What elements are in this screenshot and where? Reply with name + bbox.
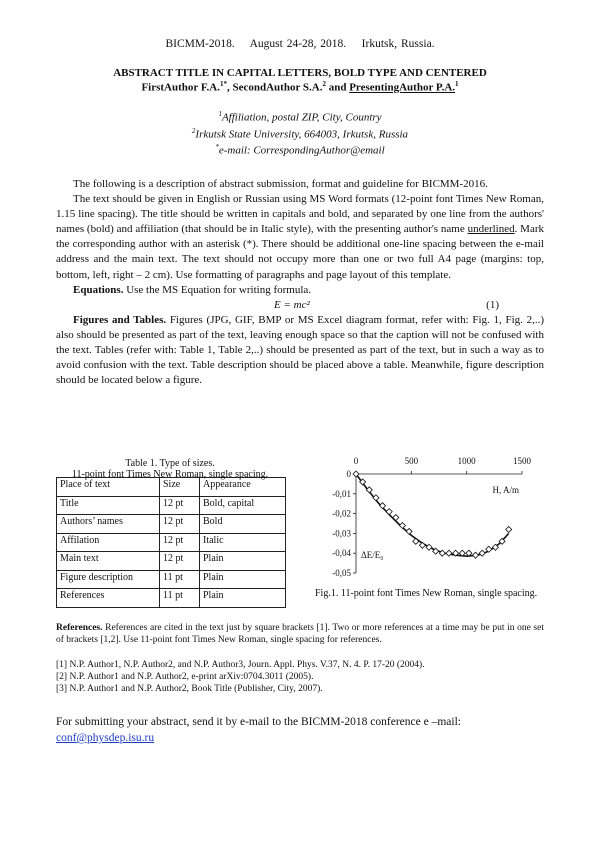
affiliation-2 — [30, 127, 570, 141]
data-point — [373, 495, 379, 501]
table-cell: Italic — [200, 533, 286, 552]
y-tick-label: -0,02 — [332, 508, 351, 519]
table-cell: 12 pt — [160, 515, 200, 534]
author-line — [30, 80, 570, 94]
table-caption-title: Table 1. Type of sizes. — [125, 458, 215, 469]
author-and: and — [325, 81, 350, 94]
submission-text: For submitting your abstract, send it by e-mail to the BICMM-2018 conference e –mail: — [56, 716, 461, 728]
x-tick-label: 1500 — [513, 456, 531, 466]
table-cell: 11 pt — [160, 589, 200, 608]
first-author: FirstAuthor F.A. — [141, 81, 220, 94]
formula-number: (1) — [486, 298, 499, 311]
affiliation-sup: 1 — [218, 110, 222, 118]
presenting-author: PresentingAuthor P.A. — [349, 81, 456, 94]
figures-heading: Figures and Tables. — [73, 313, 167, 326]
corresponding-email — [30, 143, 570, 157]
y-tick-label: -0,05 — [332, 568, 351, 578]
affiliation-text: Irkutsk State University, 664003, Irkutsk, Russia — [195, 128, 409, 141]
affiliation-sup: 2 — [191, 127, 196, 135]
second-author-sup: 2 — [322, 80, 326, 88]
equations-text: Use the MS Equation for writing formula. — [123, 283, 312, 296]
affiliation-text: e-mail: CorrespondingAuthor@email — [218, 144, 385, 157]
table-cell: 12 pt — [160, 533, 200, 552]
data-point — [479, 550, 485, 556]
conference-email-link[interactable]: conf@physdep.isu.ru — [56, 732, 155, 744]
formula-line — [56, 298, 544, 313]
references-heading: References. — [56, 623, 103, 633]
reference-item: [3] N.P. Author1 and N.P. Author2, Book Title (Publisher, City, 2007). — [56, 684, 323, 695]
table-cell: Main text — [57, 552, 160, 571]
paragraph-format — [56, 192, 544, 283]
first-author-sup: 1* — [219, 80, 227, 88]
y-axis-label: ΔE/E₀ — [361, 550, 384, 560]
magnetostriction-chart — [300, 446, 545, 586]
affiliation-sup: * — [215, 143, 219, 151]
table-cell: Title — [57, 496, 160, 515]
affiliation-text: Affiliation, postal ZIP, City, Country — [221, 111, 382, 124]
formula: E = mc² — [274, 298, 310, 311]
table-row — [57, 515, 286, 534]
data-point — [406, 528, 412, 534]
submission-note — [56, 714, 544, 746]
y-tick-label: 0 — [346, 469, 351, 479]
main-text — [56, 177, 544, 388]
table-cell: Affilation — [57, 533, 160, 552]
table-row — [57, 570, 286, 589]
abstract-title: ABSTRACT TITLE IN CAPITAL LETTERS, BOLD TYPE AND CENTERED — [113, 67, 487, 79]
references-paragraph — [56, 622, 544, 646]
format-text-a: The text should be given in English or Russian using MS Word formats (12-point font Times New Roman, 1.15 line spacing). The title should be written in capitals and bold, and separated by one line from the authors' names (bold) and affiliation (that should be in Italic style), with the presenting author's name — [56, 193, 544, 236]
data-point — [399, 522, 405, 528]
data-point — [386, 509, 392, 515]
table-header: Appearance — [200, 478, 286, 497]
data-point — [419, 542, 425, 548]
figure-caption: Fig.1. 11-point font Times New Roman, single spacing. — [315, 588, 538, 599]
figures-text: Figures (JPG, GIF, BMP or MS Excel diagram format, refer with: Fig. 1, Fig. 2,..) also should be presented as part of the text, leaving enough space so that the caption will not be confused with the text. Tables (refer with: Table 1, Table 2,..) should be presented as part of the text, but in such a way as to avoid confusion with the text. Table description should be placed above a table. Meanwhile, figure description should be located below a figure. — [56, 313, 544, 387]
table-cell: Authors’ names — [57, 515, 160, 534]
y-tick-label: -0,04 — [332, 548, 351, 559]
x-tick-label: 1000 — [457, 456, 476, 466]
table-cell: Plain — [200, 589, 286, 608]
table-header-row — [57, 478, 286, 497]
paragraph-equations — [56, 283, 544, 298]
y-tick-label: -0,01 — [332, 488, 351, 499]
table-cell: Bold — [200, 515, 286, 534]
y-tick-label: -0,03 — [332, 528, 351, 539]
data-point — [380, 503, 386, 509]
table-cell: 11 pt — [160, 570, 200, 589]
second-author: SecondAuthor S.A. — [232, 81, 323, 94]
conference-header: BICMM-2018. August 24-28, 2018. Irkutsk, Russia. — [165, 38, 435, 50]
table-cell: 12 pt — [160, 496, 200, 515]
fit-line — [356, 474, 509, 556]
table-header: Place of text — [57, 478, 160, 497]
table-row — [57, 589, 286, 608]
reference-list — [56, 659, 544, 696]
x-tick-label: 0 — [353, 456, 359, 466]
table-cell: Figure description — [57, 570, 160, 589]
reference-item: [1] N.P. Author1, N.P. Author2, and N.P. Author3, Journ. Appl. Phys. V.37, N. 4. P. 17-20 (2004). — [56, 660, 425, 670]
table-cell: Bold, capital — [200, 496, 286, 515]
paragraph-figures — [56, 313, 544, 388]
reference-item: [2] N.P. Author1 and N.P. Author2, e-print arXiv:0704.3011 (2005). — [56, 672, 314, 683]
table-row — [57, 552, 286, 571]
table-header: Size — [160, 478, 200, 497]
x-axis-label: H, A/m — [492, 485, 519, 495]
references-text: References are cited in the text just by square brackets [1]. Two or more references at a time may be put in one set of brackets [1,2]. Use 11-point font Times New Roman, single spacing for references. — [56, 623, 544, 645]
format-text-b: . Mark the corresponding author with an asterisk (*). There should be additional one-line spacing between the e-mail address and the main text. The text should not occupy more than one or two full A4 page (margins: top, bottom, left, right – 2 cm). Use formatting of paragraphs and page layout of this template. — [56, 223, 545, 281]
author-separator: , — [226, 81, 233, 94]
data-point — [506, 526, 512, 532]
affiliation-1 — [30, 110, 570, 124]
paragraph-intro: The following is a description of abstract submission, format and guideline for BICMM-2016. — [73, 178, 488, 190]
table-cell: Plain — [200, 552, 286, 571]
data-point — [473, 552, 479, 558]
sizes-table — [56, 477, 286, 608]
presenting-author-sup: 1 — [455, 80, 459, 88]
table-caption-note: 11-point font Times New Roman, single spacing. — [71, 469, 269, 480]
x-tick-label: 500 — [404, 456, 419, 466]
table-cell: References — [57, 589, 160, 608]
table-cell: Plain — [200, 570, 286, 589]
table-row — [57, 533, 286, 552]
data-point — [446, 550, 452, 556]
table-row — [57, 496, 286, 515]
underlined-word: underlined — [467, 223, 515, 236]
equations-heading: Equations. — [73, 283, 124, 296]
table-cell: 12 pt — [160, 552, 200, 571]
